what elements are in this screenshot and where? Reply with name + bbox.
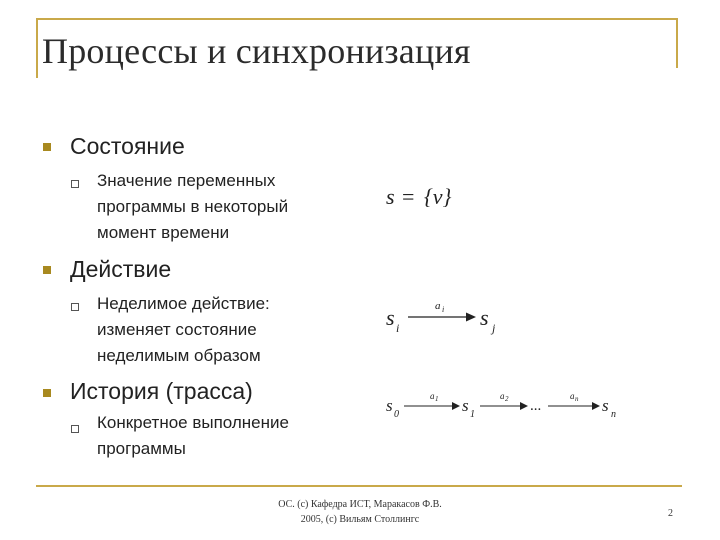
formula-sj: s bbox=[480, 305, 489, 330]
item-1-label: Состояние bbox=[70, 133, 185, 159]
action-arrow-head bbox=[466, 313, 476, 322]
item-1-line-3: момент времени bbox=[97, 223, 230, 242]
footer-credits bbox=[200, 497, 520, 527]
formula-sj-sub: j bbox=[492, 321, 496, 335]
item-2-line-2: изменяет состояние bbox=[97, 320, 257, 339]
item-1-line-1: Значение переменных bbox=[97, 171, 276, 190]
history-arrow-1-head bbox=[452, 402, 460, 410]
formula-a1: a bbox=[430, 391, 435, 401]
formula-a2: a bbox=[500, 391, 505, 401]
sub-bullet-icon bbox=[71, 425, 79, 433]
page-number: 2 bbox=[668, 508, 673, 519]
item-2-label: Действие bbox=[70, 256, 172, 282]
history-arrow-3-head bbox=[592, 402, 600, 410]
frame-right-line bbox=[676, 18, 678, 68]
frame-left-line bbox=[36, 18, 38, 78]
footer-line-2: 2005, (с) Вильям Столлингс bbox=[300, 514, 420, 525]
formula-s0: s bbox=[386, 396, 393, 415]
sub-bullet-icon bbox=[71, 303, 79, 311]
item-1-line-2: программы в некоторый bbox=[97, 197, 289, 216]
item-1-description bbox=[97, 168, 377, 246]
item-3-description bbox=[97, 410, 377, 462]
formula-s1: s bbox=[462, 396, 469, 415]
item-2-description bbox=[97, 291, 377, 369]
history-formula bbox=[380, 385, 630, 425]
formula-s0-sub: 0 bbox=[394, 409, 399, 420]
formula-an: a bbox=[570, 391, 575, 401]
formula-sn: s bbox=[602, 396, 609, 415]
sub-bullet-icon bbox=[71, 180, 79, 188]
formula-eq: = bbox=[402, 184, 415, 209]
formula-si-sub: i bbox=[396, 321, 400, 335]
item-2-line-3: неделимым образом bbox=[97, 346, 261, 365]
formula-dots: ... bbox=[530, 398, 542, 414]
formula-s1-sub: 1 bbox=[470, 409, 475, 420]
item-3-line-2: программы bbox=[97, 439, 186, 458]
footer-divider bbox=[36, 485, 682, 487]
slide-title: Процессы и синхронизация bbox=[42, 31, 471, 71]
frame-top-line bbox=[36, 18, 678, 20]
state-formula bbox=[380, 180, 480, 214]
formula-s: s bbox=[386, 184, 395, 209]
formula-a2-sub: 2 bbox=[505, 395, 509, 403]
action-formula bbox=[380, 295, 510, 339]
bullet-square-icon bbox=[43, 266, 51, 274]
formula-si: s bbox=[386, 305, 395, 330]
formula-set: {v} bbox=[424, 184, 452, 209]
bullet-square-icon bbox=[43, 389, 51, 397]
bullet-square-icon bbox=[43, 143, 51, 151]
formula-sn-sub: n bbox=[611, 409, 616, 420]
item-2-line-1: Неделимое действие: bbox=[97, 294, 270, 313]
history-arrow-2-head bbox=[520, 402, 528, 410]
formula-ai: a bbox=[435, 300, 441, 312]
item-3-label: История (трасса) bbox=[70, 378, 253, 404]
footer-line-1: ОС. (с) Кафедра ИСТ, Маракасов Ф.В. bbox=[278, 499, 442, 510]
formula-a1-sub: 1 bbox=[435, 395, 439, 403]
item-3-line-1: Конкретное выполнение bbox=[97, 413, 289, 432]
formula-an-sub: n bbox=[575, 395, 579, 403]
formula-ai-sub: i bbox=[442, 305, 445, 314]
